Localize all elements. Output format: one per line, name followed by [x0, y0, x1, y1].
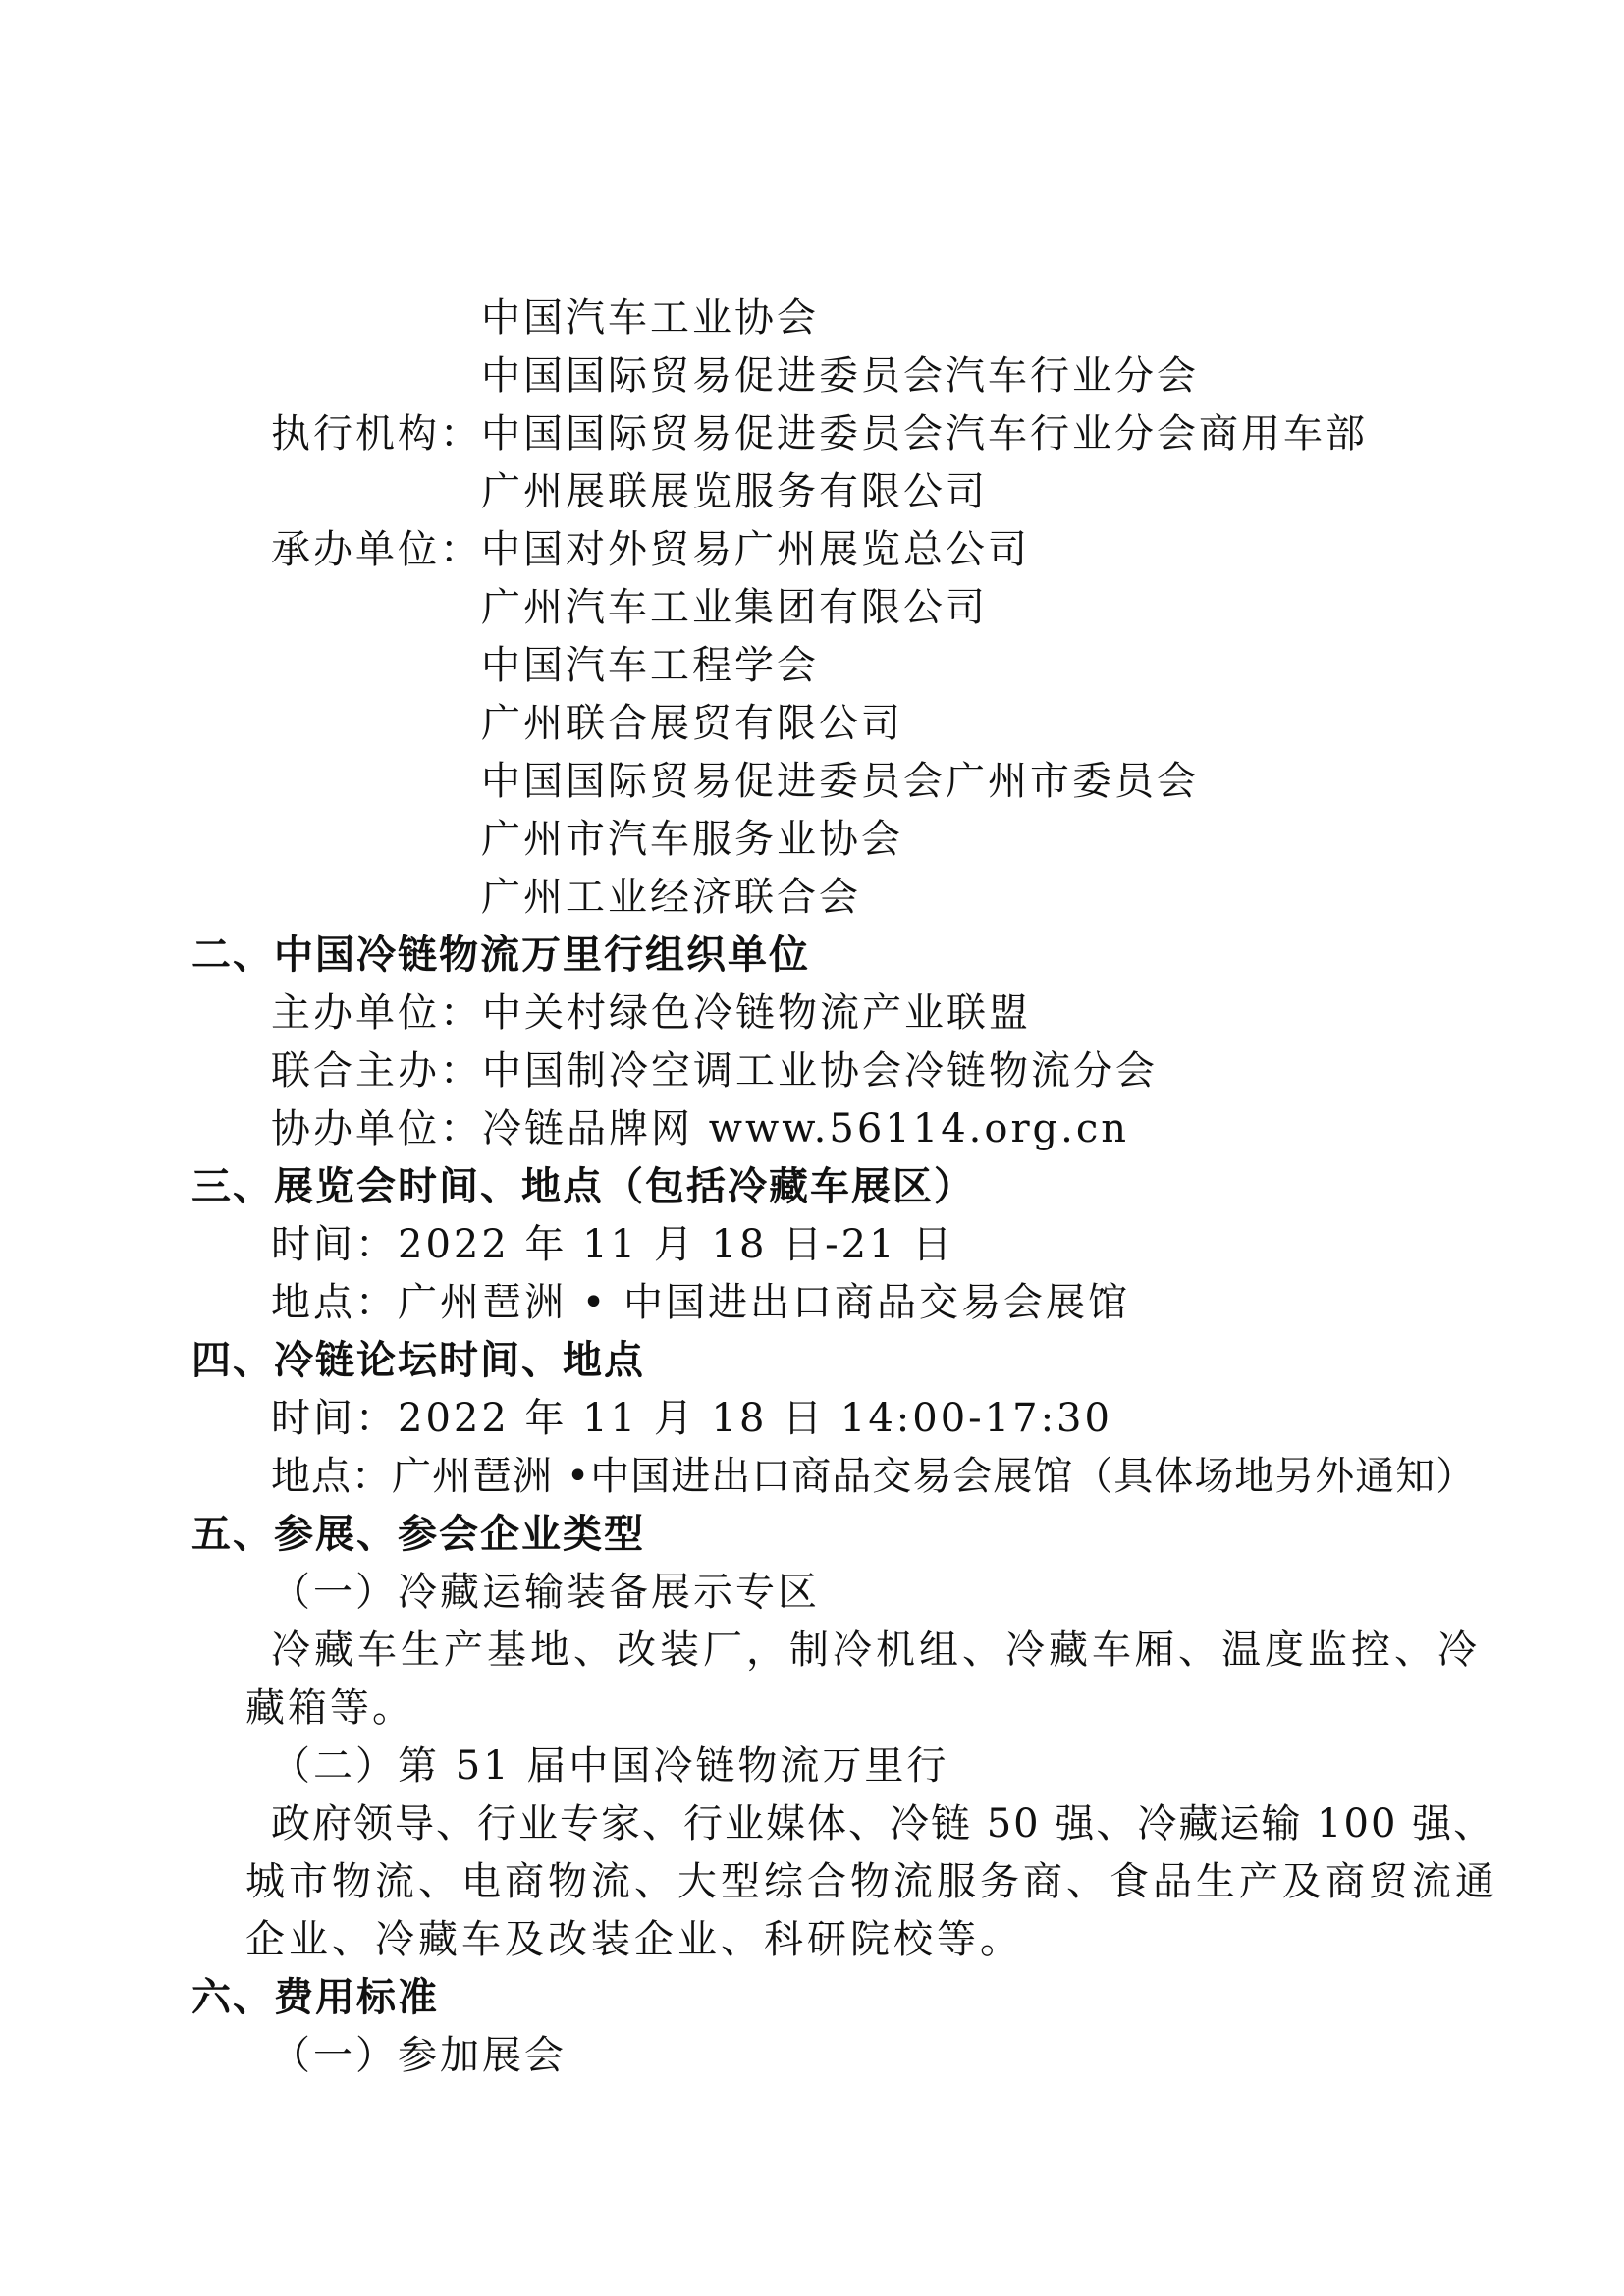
host-unit-line: 中国国际贸易促进委员会广州市委员会: [481, 759, 1199, 804]
s6-subheading-1: （一）参加展会: [271, 2033, 567, 2078]
host-unit-line: 广州工业经济联合会: [481, 875, 861, 920]
s4-time: 时间：2022 年 11 月 18 日 14:00-17:30: [271, 1396, 1112, 1441]
s5-paragraph-1-line: 冷藏车生产基地、改装厂，制冷机组、冷藏车厢、温度监控、冷: [271, 1628, 1481, 1673]
section-3-heading: 三、展览会时间、地点（包括冷藏车展区）: [191, 1164, 975, 1209]
exec-unit-line: 广州展联展览服务有限公司: [481, 469, 988, 514]
s5-paragraph-2-line: 城市物流、电商物流、大型综合物流服务商、食品生产及商贸流通: [245, 1859, 1498, 1904]
s2-organizer: 主办单位：中关村绿色冷链物流产业联盟: [271, 990, 1031, 1036]
s3-place: 地点：广州琶洲 • 中国进出口商品交易会展馆: [271, 1280, 1131, 1325]
exec-label: 执行机构：: [271, 411, 482, 456]
s5-paragraph-1-line: 藏箱等。: [245, 1685, 414, 1731]
s5-paragraph-2-line: 政府领导、行业专家、行业媒体、冷链 50 强、冷藏运输 100 强、: [271, 1801, 1495, 1846]
host-unit-line: 中国对外贸易广州展览总公司: [481, 527, 1030, 572]
host-label: 承办单位：: [271, 527, 482, 572]
s5-subheading-1: （一）冷藏运输装备展示专区: [271, 1570, 820, 1615]
host-unit-line: 广州市汽车服务业协会: [481, 817, 903, 862]
guidance-unit-line: 中国汽车工业协会: [481, 295, 819, 341]
s2-support: 协办单位：冷链品牌网 www.56114.org.cn: [271, 1106, 1130, 1151]
s2-co-organizer: 联合主办：中国制冷空调工业协会冷链物流分会: [271, 1048, 1158, 1094]
section-5-heading: 五、参展、参会企业类型: [191, 1512, 645, 1557]
guidance-unit-line: 中国国际贸易促进委员会汽车行业分会: [481, 353, 1199, 399]
section-4-heading: 四、冷链论坛时间、地点: [191, 1338, 645, 1383]
host-unit-line: 中国汽车工程学会: [481, 643, 819, 688]
s4-place: 地点：广州琶洲 •中国进出口商品交易会展馆（具体场地另外通知）: [271, 1454, 1477, 1499]
s3-time: 时间：2022 年 11 月 18 日-21 日: [271, 1222, 955, 1267]
s5-subheading-2: （二）第 51 届中国冷链物流万里行: [271, 1743, 949, 1789]
exec-unit-line: 中国国际贸易促进委员会汽车行业分会商用车部: [481, 411, 1368, 456]
s5-paragraph-2-line: 企业、冷藏车及改装企业、科研院校等。: [245, 1917, 1023, 1962]
section-6-heading: 六、费用标准: [191, 1975, 439, 2020]
section-2-heading: 二、中国冷链物流万里行组织单位: [191, 933, 810, 978]
host-unit-line: 广州联合展贸有限公司: [481, 701, 903, 746]
host-unit-line: 广州汽车工业集团有限公司: [481, 585, 988, 630]
